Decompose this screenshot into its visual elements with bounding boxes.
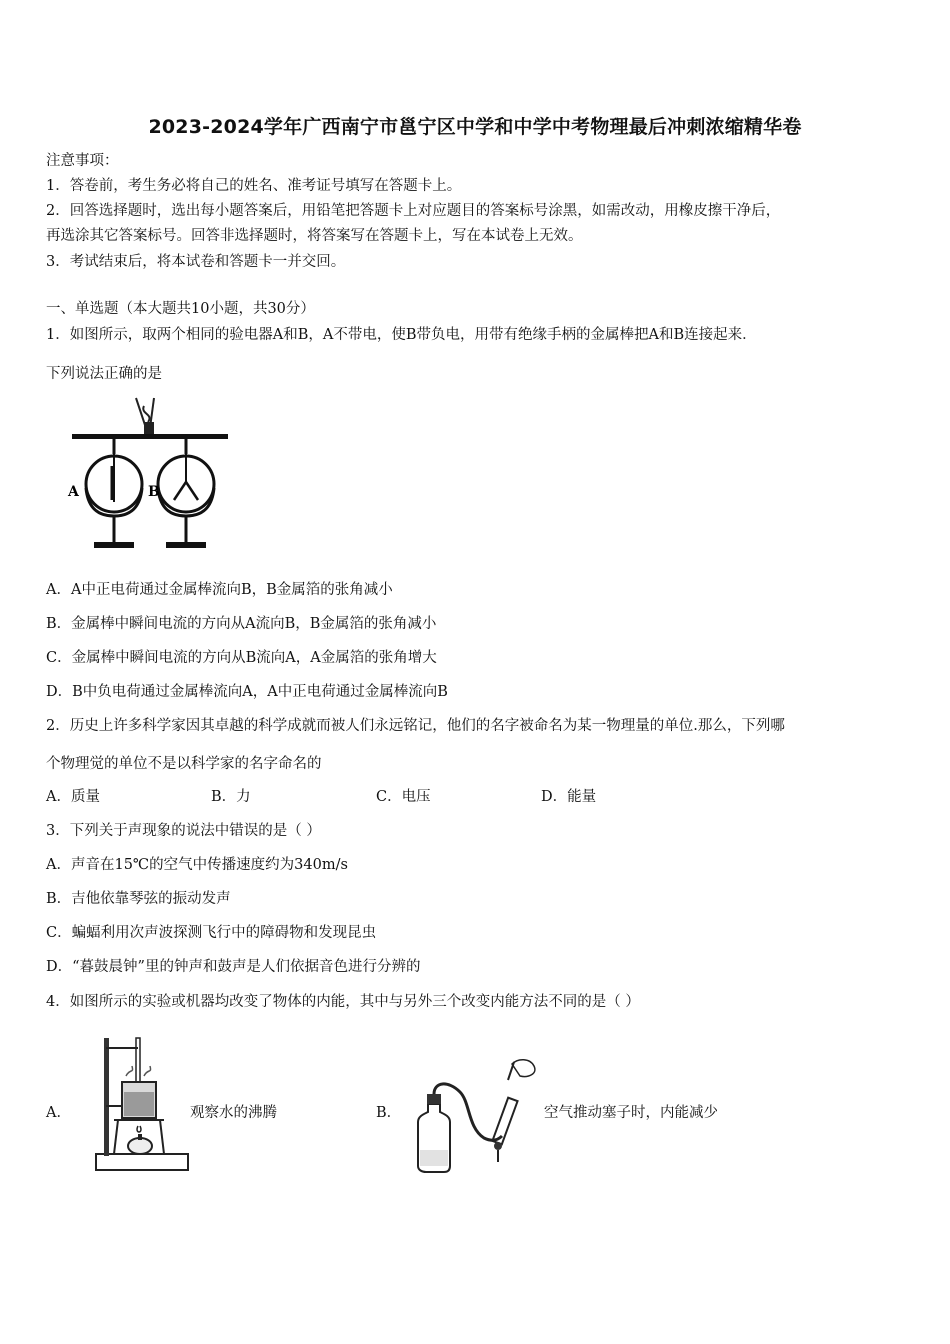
page-title: 2023-2024学年广西南宁市邕宁区中学和中学中考物理最后冲刺浓缩精华卷 xyxy=(148,116,802,138)
question-stem: 4．如图所示的实验或机器均改变了物体的内能，其中与另外三个改变内能方法不同的是（ ） xyxy=(46,994,640,1010)
notice-heading: 注意事项： xyxy=(46,153,119,169)
notice-item: 再选涂其它答案标号。回答非选择题时，将答案写在答题卡上，写在本试卷上无效。 xyxy=(46,228,583,244)
option-a[interactable]: A．质量 xyxy=(46,789,100,805)
option-d[interactable]: D．能量 xyxy=(541,789,597,805)
figure-label-a: A xyxy=(68,484,79,500)
option-b[interactable]: B．金属棒中瞬间电流的方向从A流向B，B金属箔的张角减小 xyxy=(46,616,437,632)
notice-item: 2．回答选择题时，选出每小题答案后，用铅笔把答题卡上对应题目的答案标号涂黑，如需改动，用橡皮擦干净后， xyxy=(46,203,781,219)
option-b-text: 空气推动塞子时，内能减少 xyxy=(544,1105,718,1121)
notice-item: 1．答卷前，考生务必将自己的姓名、准考证号填写在答题卡上。 xyxy=(46,178,462,194)
option-d[interactable]: D．B中负电荷通过金属棒流向A，A中正电荷通过金属棒流向B xyxy=(46,684,448,700)
option-b[interactable]: B．力 xyxy=(211,789,251,805)
air-pump-figure xyxy=(408,1058,542,1176)
option-c[interactable]: C．蝙蝠利用次声波探测飞行中的障碍物和发现昆虫 xyxy=(46,925,377,941)
electroscope-diagram xyxy=(64,392,234,562)
question-stem: 个物理觉的单位不是以科学家的名字命名的 xyxy=(46,756,322,772)
option-c[interactable]: C．电压 xyxy=(376,789,431,805)
option-d[interactable]: D．“暮鼓晨钟”里的钟声和鼓声是人们依据音色进行分辨的 xyxy=(46,959,421,975)
question-stem: 3．下列关于声现象的说法中错误的是（ ） xyxy=(46,823,321,839)
bottle-pump-diagram xyxy=(408,1058,542,1176)
option-c[interactable]: C．金属棒中瞬间电流的方向从B流向A，A金属箔的张角增大 xyxy=(46,650,437,666)
question-stem: 1．如图所示，取两个相同的验电器A和B，A不带电，使B带负电，用带有绝缘手柄的金属棒把A和B连接起来． xyxy=(46,327,757,343)
option-a-text: 观察水的沸腾 xyxy=(190,1105,277,1121)
electroscope-figure xyxy=(64,392,234,562)
figure-label-b: B xyxy=(148,484,160,500)
option-b[interactable]: B．吉他依靠琴弦的振动发声 xyxy=(46,891,231,907)
question-stem: 下列说法正确的是 xyxy=(46,366,162,382)
option-b-label[interactable]: B． xyxy=(376,1105,402,1121)
section-heading: 一、单选题（本大题共10小题，共30分） xyxy=(46,301,315,317)
question-stem: 2．历史上许多科学家因其卓越的科学成就而被人们永远铭记，他们的名字被命名为某一物理量的单位.那么，下列哪 xyxy=(46,718,785,734)
notice-item: 3．考试结束后，将本试卷和答题卡一并交回。 xyxy=(46,254,346,270)
option-a[interactable]: A．A中正电荷通过金属棒流向B，B金属箔的张角减小 xyxy=(46,582,393,598)
option-a[interactable]: A．声音在15℃的空气中传播速度约为340m/s xyxy=(46,857,348,873)
option-a-label[interactable]: A． xyxy=(46,1105,71,1121)
boiling-apparatus-diagram xyxy=(92,1030,192,1176)
boiling-water-figure xyxy=(92,1030,192,1176)
